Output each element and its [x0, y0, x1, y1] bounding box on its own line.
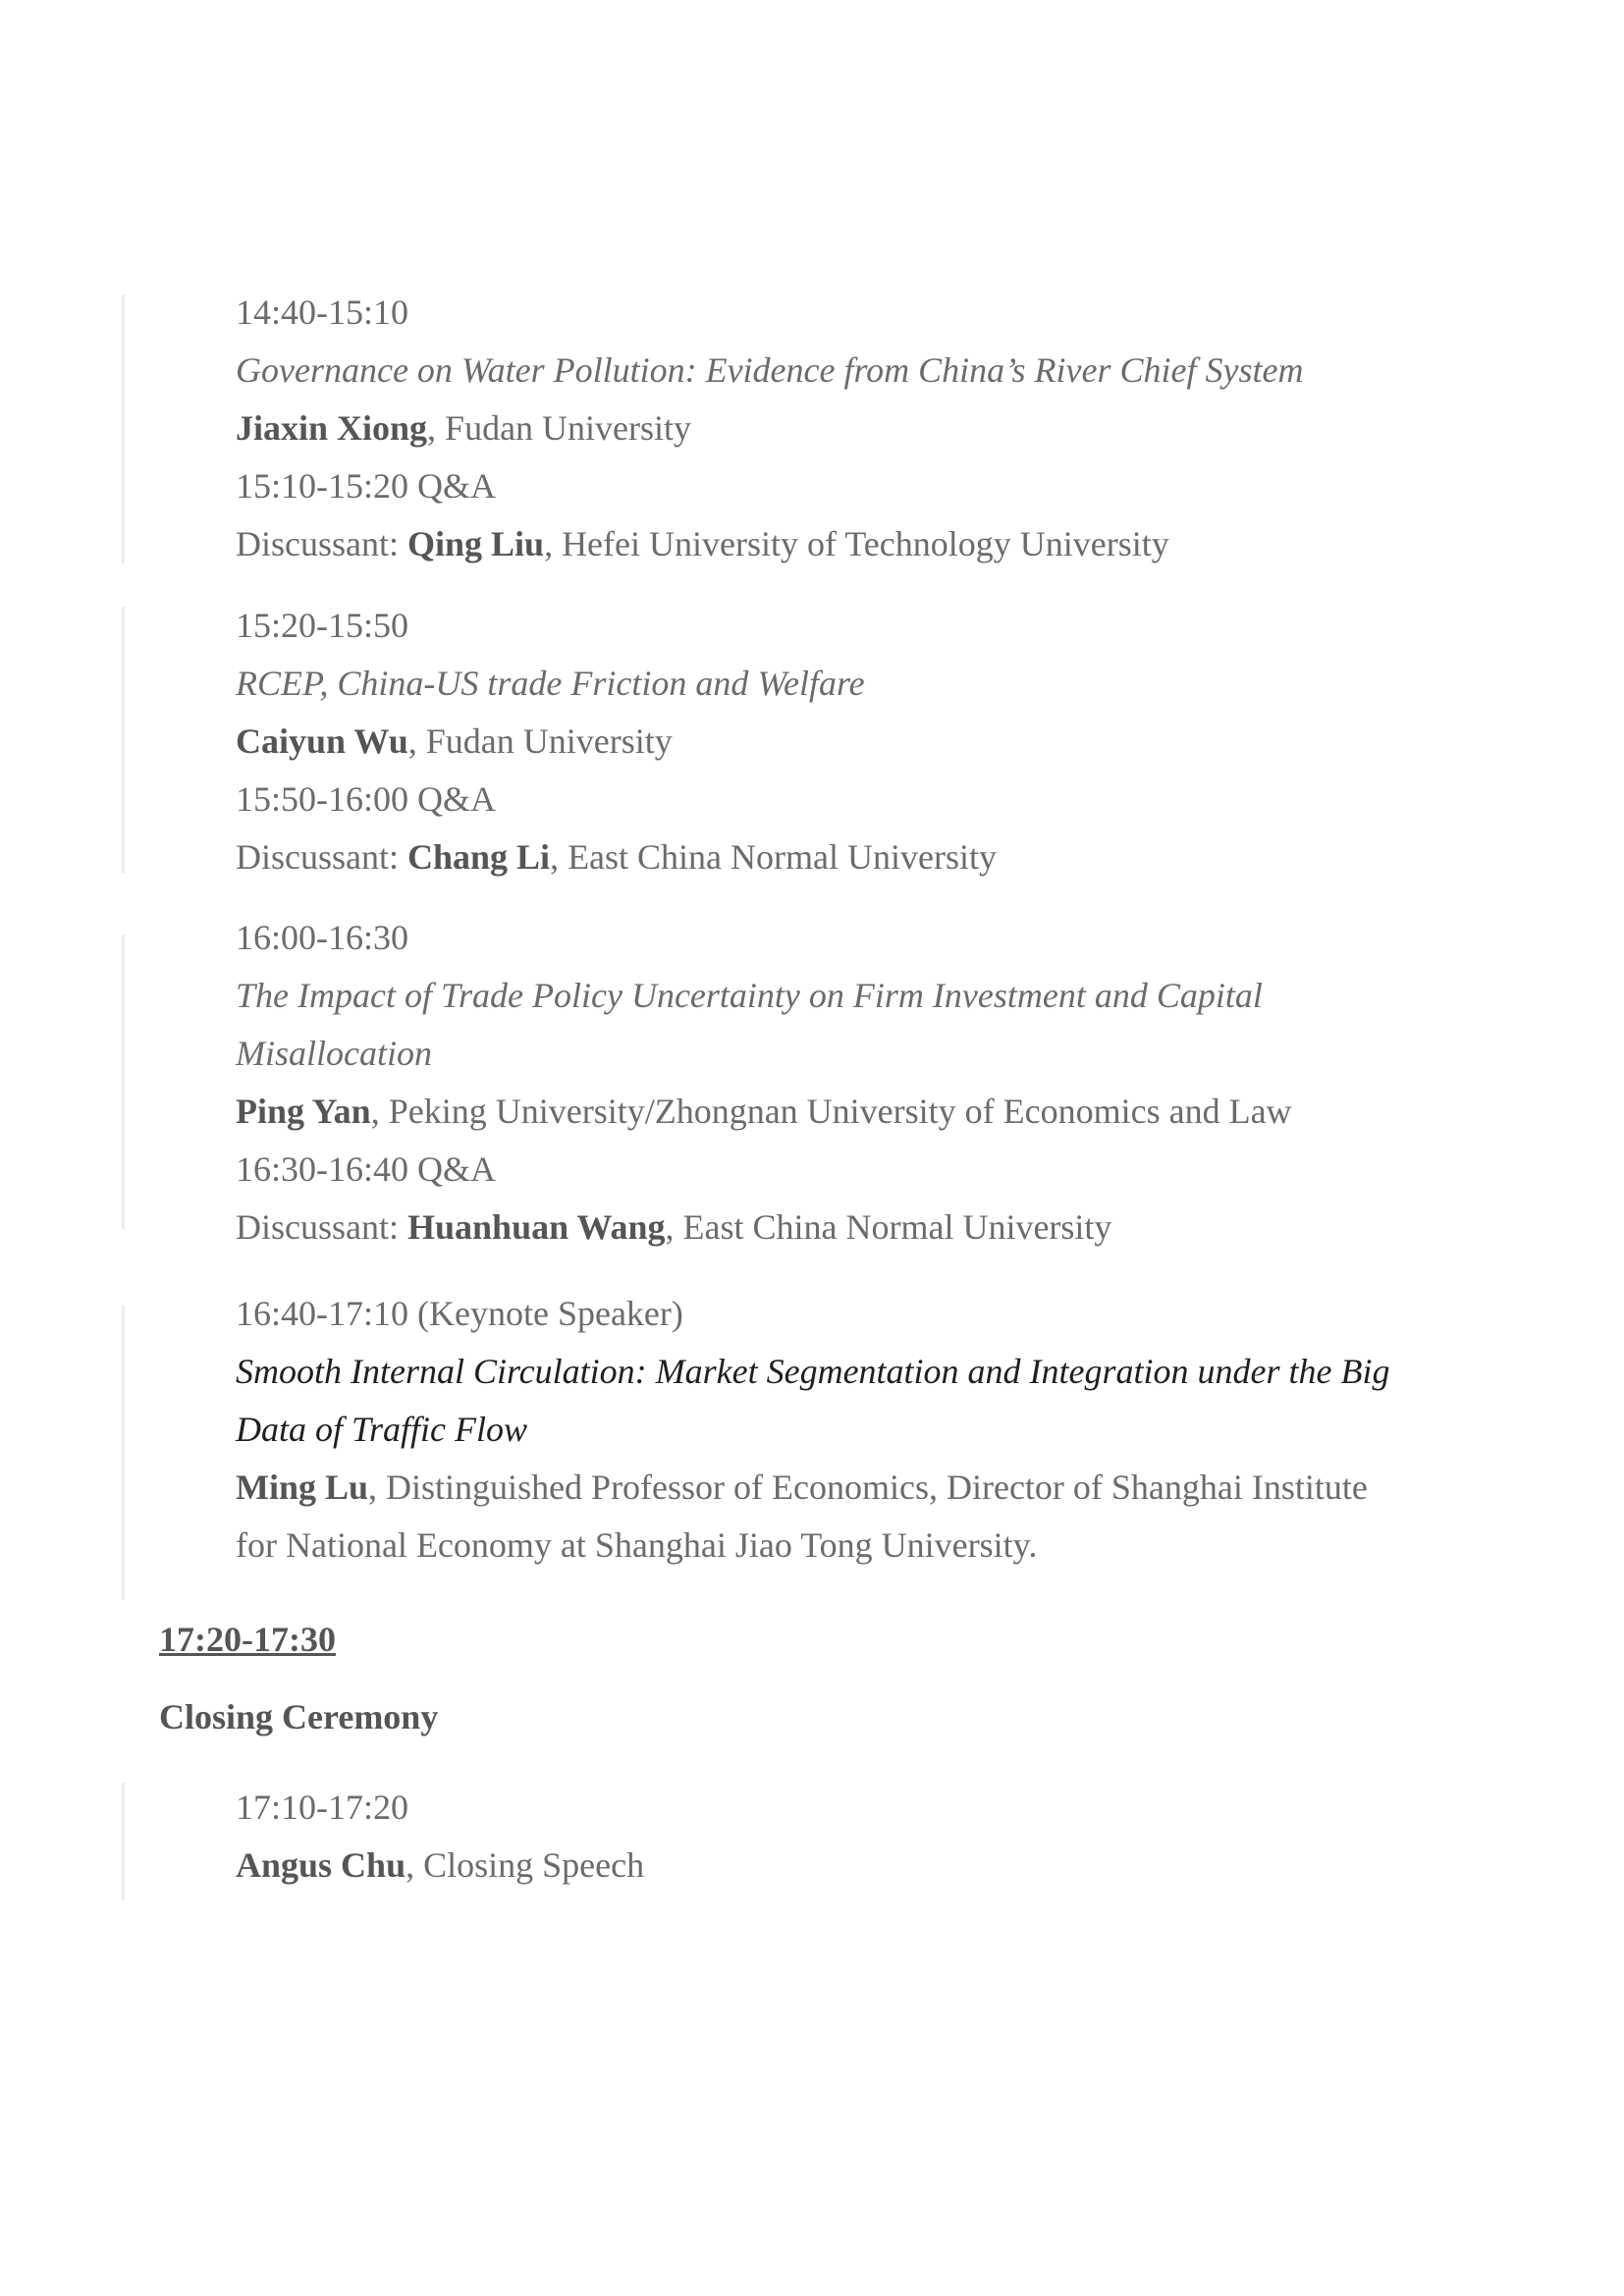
closing-ceremony-heading: Closing Ceremony [159, 1697, 439, 1736]
session-divider-bar [122, 607, 125, 874]
presenter-affiliation: , Fudan University [427, 408, 692, 448]
discussant-affiliation: , Hefei University of Technology University [544, 524, 1169, 563]
paper-title-line-1: The Impact of Trade Policy Uncertainty on Firm Investment and Capital [236, 976, 1263, 1015]
qa-time: 15:10-15:20 Q&A [236, 466, 496, 506]
paper-title: Governance on Water Pollution: Evidence from China’s River Chief System [236, 350, 1304, 390]
keynote-speaker-line [236, 1459, 1512, 1517]
session-block [236, 909, 1512, 1256]
closing-speech-time: 17:10-17:20 [236, 1788, 408, 1827]
discussant-line [236, 515, 1512, 573]
keynote-speaker-description: , Distinguished Professor of Economics, Director of Shanghai Institute [368, 1468, 1368, 1507]
session-block [236, 284, 1512, 573]
closing-speaker-name: Angus Chu [236, 1845, 406, 1885]
session-divider-bar [122, 294, 125, 563]
presenter-name: Caiyun Wu [236, 721, 408, 761]
qa-time: 16:30-16:40 Q&A [236, 1149, 496, 1189]
presenter-line [236, 400, 1512, 457]
qa-time: 15:50-16:00 Q&A [236, 779, 496, 819]
keynote-speaker-description-line-2: for National Economy at Shanghai Jiao Tong University. [236, 1525, 1038, 1565]
keynote-block [236, 1285, 1512, 1575]
discussant-name: Chang Li [407, 837, 551, 877]
closing-speech-label: , Closing Speech [406, 1845, 645, 1885]
keynote-title-line-1: Smooth Internal Circulation: Market Segmentation and Integration under the Big [236, 1352, 1390, 1391]
discussant-affiliation: , East China Normal University [665, 1207, 1112, 1247]
presenter-line [236, 1083, 1512, 1141]
presenter-affiliation: , Fudan University [407, 721, 673, 761]
discussant-label: Discussant: [236, 837, 407, 877]
discussant-line [236, 1199, 1512, 1256]
keynote-speaker-name: Ming Lu [236, 1468, 369, 1507]
keynote-time: 16:40-17:10 (Keynote Speaker) [236, 1294, 683, 1333]
presenter-name: Ping Yan [236, 1092, 371, 1131]
session-divider-bar [122, 1783, 125, 1900]
presenter-name: Jiaxin Xiong [236, 408, 428, 448]
keynote-title-line-2: Data of Traffic Flow [236, 1410, 528, 1449]
paper-title-line-2: Misallocation [236, 1034, 432, 1073]
discussant-name: Huanhuan Wang [407, 1207, 666, 1247]
discussant-line [236, 828, 1512, 886]
session-divider-bar [122, 934, 125, 1229]
session-time: 15:20-15:50 [236, 606, 408, 645]
closing-speech-block [236, 1779, 1512, 1895]
discussant-label: Discussant: [236, 524, 407, 563]
session-time: 14:40-15:10 [236, 293, 408, 332]
session-time: 16:00-16:30 [236, 918, 408, 957]
discussant-name: Qing Liu [407, 524, 545, 563]
session-block [236, 597, 1512, 886]
closing-speech-line [236, 1837, 1512, 1895]
session-divider-bar [122, 1306, 125, 1600]
discussant-affiliation: , East China Normal University [550, 837, 997, 877]
closing-time-heading: 17:20-17:30 [159, 1620, 336, 1659]
presenter-line [236, 713, 1512, 771]
discussant-label: Discussant: [236, 1207, 407, 1247]
presenter-affiliation: , Peking University/Zhongnan University of Economics and Law [370, 1092, 1292, 1131]
paper-title: RCEP, China-US trade Friction and Welfare [236, 664, 865, 703]
